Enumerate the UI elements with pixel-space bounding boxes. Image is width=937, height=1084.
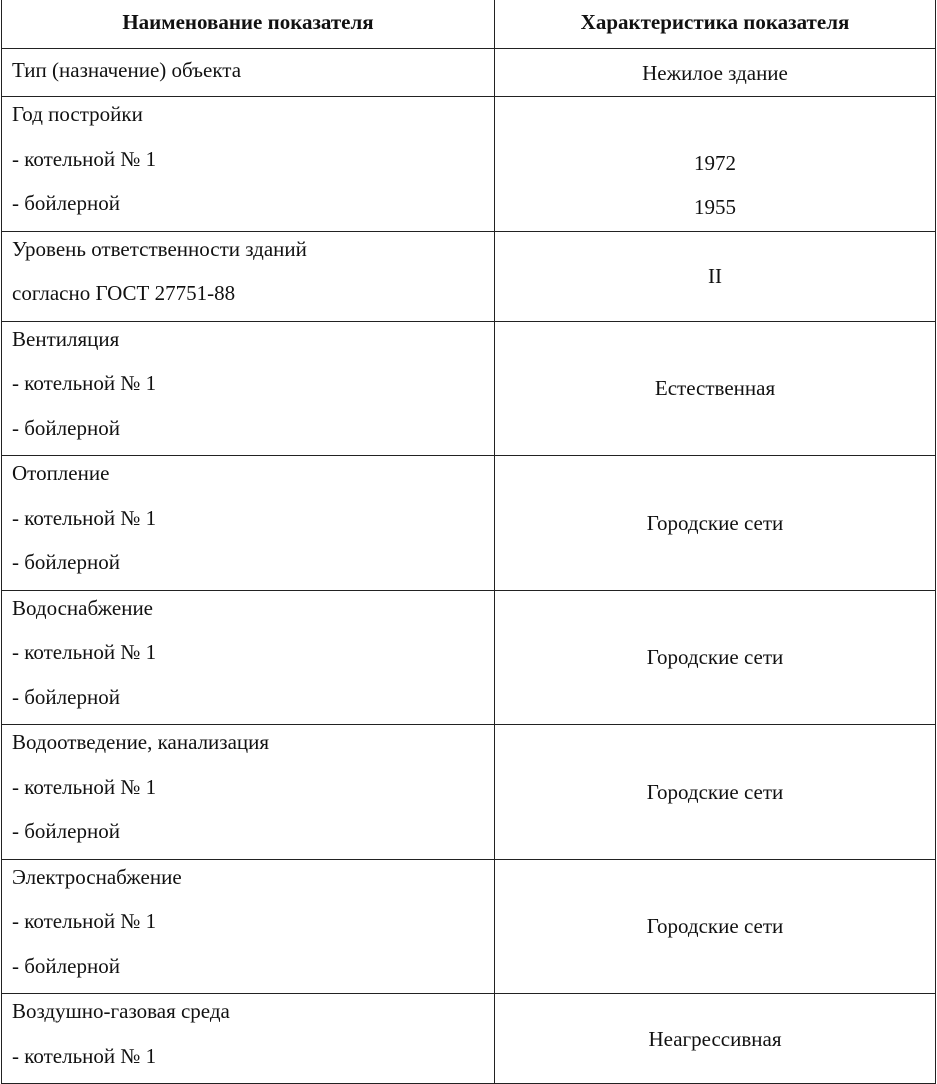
indicator-value-line: Городские сети xyxy=(646,914,784,939)
indicator-name-line: - бойлерной xyxy=(12,684,120,709)
indicator-name-line: Воздушно-газовая среда xyxy=(12,999,230,1023)
indicator-value-line: Неагрессивная xyxy=(648,1026,782,1051)
indicator-value-cell xyxy=(495,859,936,994)
indicator-name-line: - котельной № 1 xyxy=(12,146,157,171)
header-indicator-name: Наименование показателя xyxy=(2,0,495,49)
header-indicator-value: Характеристика показателя xyxy=(495,0,936,49)
indicator-name-cell xyxy=(2,97,495,232)
indicator-name-line: Водоснабжение xyxy=(12,595,154,620)
indicator-name-line: Отопление xyxy=(12,461,110,485)
table-row xyxy=(2,590,936,725)
table-header-row xyxy=(2,0,936,49)
indicator-value-cell xyxy=(495,994,936,1084)
table-row xyxy=(2,725,936,860)
indicator-name-line: - котельной № 1 xyxy=(12,774,157,799)
indicator-value-cell xyxy=(495,49,936,97)
indicator-name-line: - котельной № 1 xyxy=(12,909,157,933)
indicator-name-line: - котельной № 1 xyxy=(12,640,157,664)
table-row xyxy=(2,456,936,591)
indicator-name-line: Водоотведение, канализация xyxy=(12,730,270,754)
indicator-name-line: Тип (назначение) объекта xyxy=(12,58,242,82)
indicator-value-cell xyxy=(495,97,936,232)
indicator-value-line: II xyxy=(708,264,722,288)
indicator-name-line: Уровень ответственности зданий xyxy=(12,236,307,261)
indicator-name-line: - бойлерной xyxy=(12,191,120,215)
table-row xyxy=(2,321,936,456)
indicator-value-line: 1972 xyxy=(694,151,736,175)
indicator-name-cell xyxy=(2,456,495,591)
indicator-value-line: Естественная xyxy=(654,376,776,401)
indicator-value-cell xyxy=(495,231,936,321)
indicator-value-line: Нежилое здание xyxy=(642,60,788,85)
indicator-value-line: 1955 xyxy=(694,195,736,219)
indicator-value-line: Городские сети xyxy=(646,510,784,535)
indicator-table xyxy=(1,0,936,1084)
indicator-name-cell xyxy=(2,231,495,321)
indicator-name-line: - котельной № 1 xyxy=(12,1043,157,1068)
indicator-value-cell xyxy=(495,725,936,860)
table-row xyxy=(2,97,936,232)
indicator-name-cell xyxy=(2,994,495,1084)
indicator-name-line: - бойлерной xyxy=(12,415,120,440)
indicator-name-cell xyxy=(2,321,495,456)
indicator-value-line: Городские сети xyxy=(646,779,784,804)
indicator-name-line: - котельной № 1 xyxy=(12,371,157,395)
indicator-name-cell xyxy=(2,725,495,860)
indicator-value-cell xyxy=(495,456,936,591)
indicator-name-line: согласно ГОСТ 27751-88 xyxy=(12,281,236,305)
indicator-name-cell xyxy=(2,49,495,97)
indicator-value-cell xyxy=(495,321,936,456)
indicator-name-cell xyxy=(2,590,495,725)
indicator-name-cell xyxy=(2,859,495,994)
table-row xyxy=(2,231,936,321)
table-row xyxy=(2,994,936,1084)
indicator-name-line: Электроснабжение xyxy=(12,864,182,889)
indicator-value-line: Городские сети xyxy=(646,645,784,670)
table-row xyxy=(2,49,936,97)
indicator-value-cell xyxy=(495,590,936,725)
indicator-name-line: Вентиляция xyxy=(12,326,120,351)
indicator-name-line: - бойлерной xyxy=(12,550,120,574)
indicator-name-line: Год постройки xyxy=(12,102,143,126)
table-row xyxy=(2,859,936,994)
indicator-name-line: - котельной № 1 xyxy=(12,505,157,530)
indicator-name-line: - бойлерной xyxy=(12,819,120,843)
indicator-name-line: - бойлерной xyxy=(12,953,120,978)
